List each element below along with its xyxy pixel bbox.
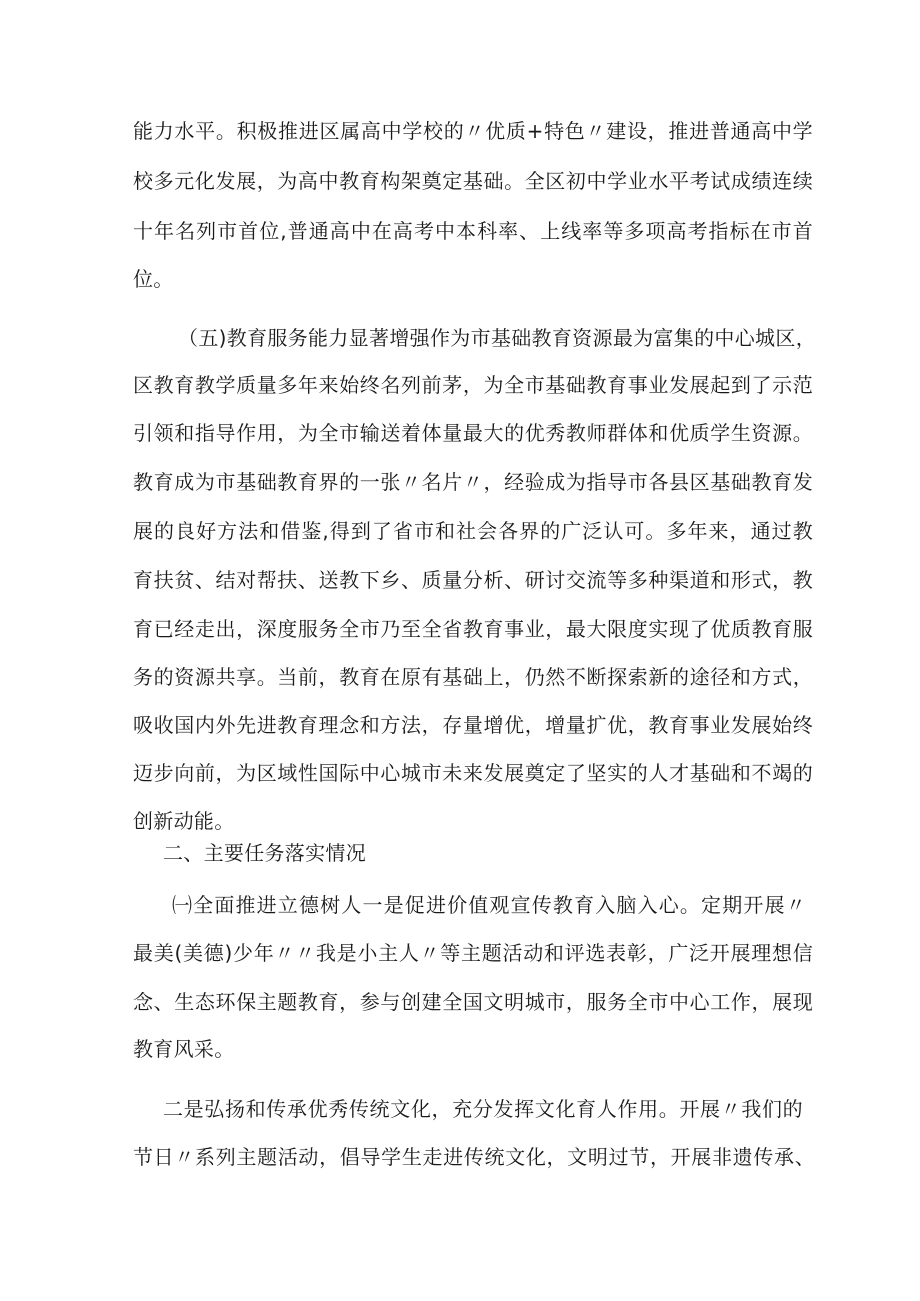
paragraph-line: 育扶贫、结对帮扶、送教下乡、质量分析、研讨交流等多种渠道和形式，教 (133, 568, 813, 592)
paragraph-line: 吸收国内外先进教育理念和方法，存量增优，增量扩优，教育事业发展始终 (133, 713, 813, 737)
paragraph-line: 二是弘扬和传承优秀传统文化，充分发挥文化育人作用。开展〃我们的 (163, 1097, 803, 1121)
paragraph-line: 展的良好方法和借鉴,得到了省市和社会各界的广泛认可。多年来，通过教 (133, 519, 813, 543)
paragraph-line: 位。 (133, 267, 174, 291)
paragraph-line: 教育成为市基础教育界的一张〃名片〃，经验成为指导市各县区基础教育发 (133, 470, 813, 494)
paragraph-line: 校多元化发展，为高中教育构架奠定基础。全区初中学业水平考试成绩连续 (133, 169, 813, 193)
paragraph-line: 育已经走出，深度服务全市乃至全省教育事业，最大限度实现了优质教育服 (133, 617, 813, 641)
paragraph-line: 能力水平。积极推进区属高中学校的〃优质+特色〃建设，推进普通高中学 (133, 119, 813, 143)
paragraph-line: 十年名列市首位,普通高中在高考中本科率、上线率等多项高考指标在市首 (133, 219, 813, 243)
paragraph-line: 迈步向前，为区域性国际中心城市未来发展奠定了坚实的人才基础和不竭的 (133, 761, 813, 785)
paragraph-line: 教育风采。 (133, 1037, 235, 1061)
paragraph-line: 务的资源共享。当前，教育在原有基础上，仍然不断探索新的途径和方式， (133, 665, 813, 689)
section-heading: 二、主要任务落实情况 (163, 841, 366, 865)
paragraph-line: 创新动能。 (133, 809, 235, 833)
paragraph-line: （五)教育服务能力显著增强作为市基础教育资源最为富集的中心城区， (178, 326, 816, 350)
paragraph-line: 节日〃系列主题活动，倡导学生走进传统文化，文明过节，开展非遗传承、 (133, 1145, 815, 1169)
paragraph-line: 念、生态环保主题教育，参与创建全国文明城市，服务全市中心工作，展现 (133, 990, 813, 1014)
paragraph-line: ㈠全面推进立德树人一是促进价值观宣传教育入脑入心。定期开展〃 (172, 893, 806, 917)
paragraph-line: 最美(美德)少年〃〃我是小主人〃等主题活动和评选表彰，广泛开展理想信 (133, 941, 813, 965)
paragraph-line: 区教育教学质量多年来始终名列前茅，为全市基础教育事业发展起到了示范 (133, 373, 813, 397)
paragraph-line: 引领和指导作用，为全市输送着体量最大的优秀教师群体和优质学生资源。 (133, 421, 813, 445)
